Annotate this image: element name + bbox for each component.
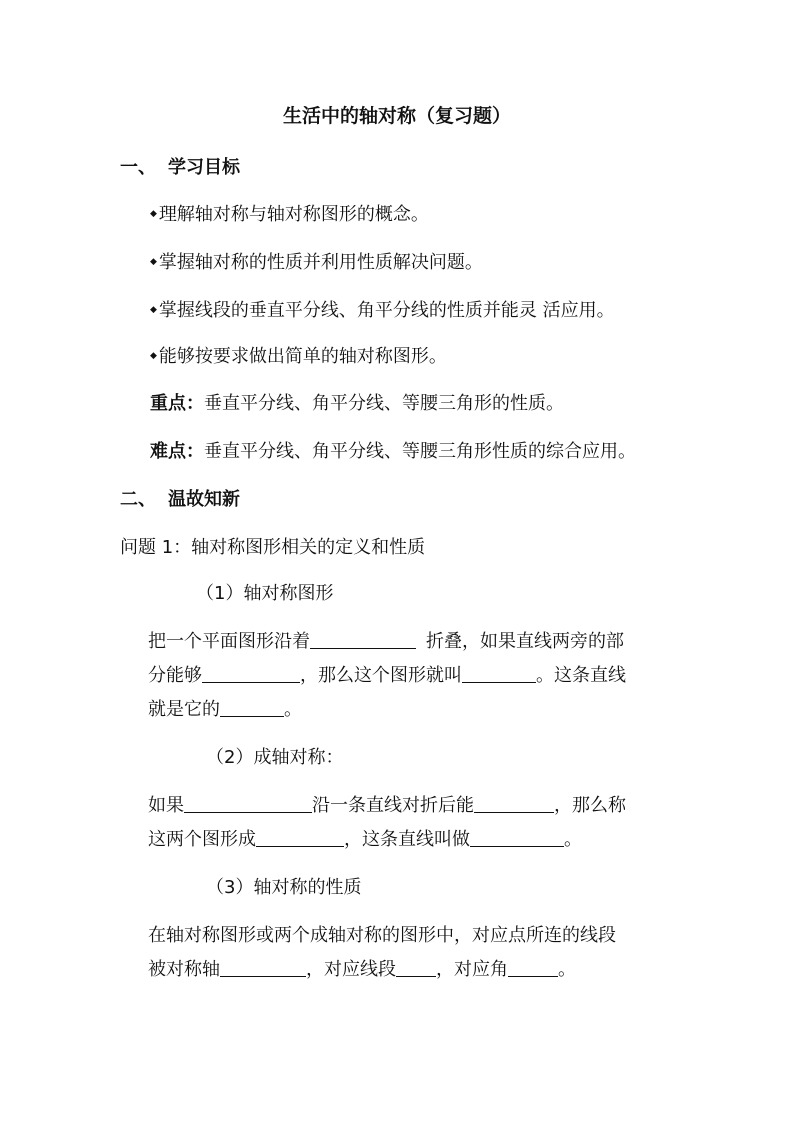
- text-segment: 分能够: [148, 665, 202, 686]
- fill-blank: [462, 664, 536, 683]
- fill-blank: [256, 828, 344, 847]
- difficulty-text: 垂直平分线、角平分线、等腰三角形性质的综合应用。: [204, 441, 636, 462]
- fill-blank: [202, 664, 300, 683]
- fill-blank: [184, 794, 312, 813]
- fill-blank: [508, 958, 558, 977]
- key-point: [150, 392, 564, 416]
- section-heading-review: [120, 488, 240, 512]
- paragraph-line: [148, 794, 626, 818]
- text-segment: 如果: [148, 795, 184, 816]
- fill-blank: [470, 828, 564, 847]
- fill-blank: [396, 958, 436, 977]
- text-segment: ，这条直线叫做: [344, 829, 470, 850]
- section-title: 温故知新: [168, 489, 240, 510]
- fill-blank: [310, 630, 416, 649]
- fill-blank: [220, 698, 284, 717]
- text-segment: ，对应线段: [306, 959, 396, 980]
- goal-item: ◆ 掌握轴对称的性质并利用性质解决问题。: [150, 250, 483, 275]
- section-number: 一、: [120, 157, 156, 178]
- goal-item: ◆ 理解轴对称与轴对称图形的概念。: [150, 202, 429, 227]
- document-title: 生活中的轴对称（复习题）: [282, 105, 511, 127]
- paragraph-line: [148, 698, 302, 722]
- text-segment: 被对称轴: [148, 959, 220, 980]
- question-1: 问题 1：轴对称图形相关的定义和性质: [120, 537, 426, 558]
- section-number: 二、: [120, 489, 156, 510]
- section-title: 学习目标: [168, 157, 240, 178]
- goal-item: ◆ 能够按要求做出简单的轴对称图形。: [150, 344, 447, 369]
- text-segment: 这两个图形成: [148, 829, 256, 850]
- fill-blank: [474, 794, 554, 813]
- text-segment: 沿一条直线对折后能: [312, 795, 474, 816]
- text-segment: 。: [564, 829, 582, 850]
- difficulty-point: [150, 440, 636, 464]
- text-segment: 折叠，如果直线两旁的部: [426, 631, 624, 652]
- sub-heading-3: （3）轴对称的性质: [206, 877, 362, 898]
- text-segment: 把一个平面图形沿着: [148, 631, 310, 652]
- goal-item: ◆ 掌握线段的垂直平分线、角平分线的性质并能灵 活应用。: [150, 298, 615, 323]
- key-label: 重点：: [150, 393, 204, 414]
- text-segment: ，那么称: [554, 795, 626, 816]
- sub-heading-1: （1）轴对称图形: [196, 583, 334, 604]
- text-segment: 。这条直线: [536, 665, 626, 686]
- text-segment: ，那么这个图形就叫: [300, 665, 462, 686]
- text-segment: 。: [284, 699, 302, 720]
- section-heading-goals: [120, 156, 240, 180]
- paragraph-line: [148, 664, 626, 688]
- paragraph-line: [148, 958, 576, 982]
- sub-heading-2: （2）成轴对称：: [206, 747, 344, 768]
- key-text: 垂直平分线、角平分线、等腰三角形的性质。: [204, 393, 564, 414]
- difficulty-label: 难点：: [150, 441, 204, 462]
- text-segment: ，对应角: [436, 959, 508, 980]
- text-segment: 就是它的: [148, 699, 220, 720]
- text-segment: 。: [558, 959, 576, 980]
- paragraph-line: 在轴对称图形或两个成轴对称的图形中，对应点所连的线段: [148, 925, 616, 946]
- paragraph-line: [148, 828, 582, 852]
- fill-blank: [220, 958, 306, 977]
- paragraph-line: [148, 630, 624, 654]
